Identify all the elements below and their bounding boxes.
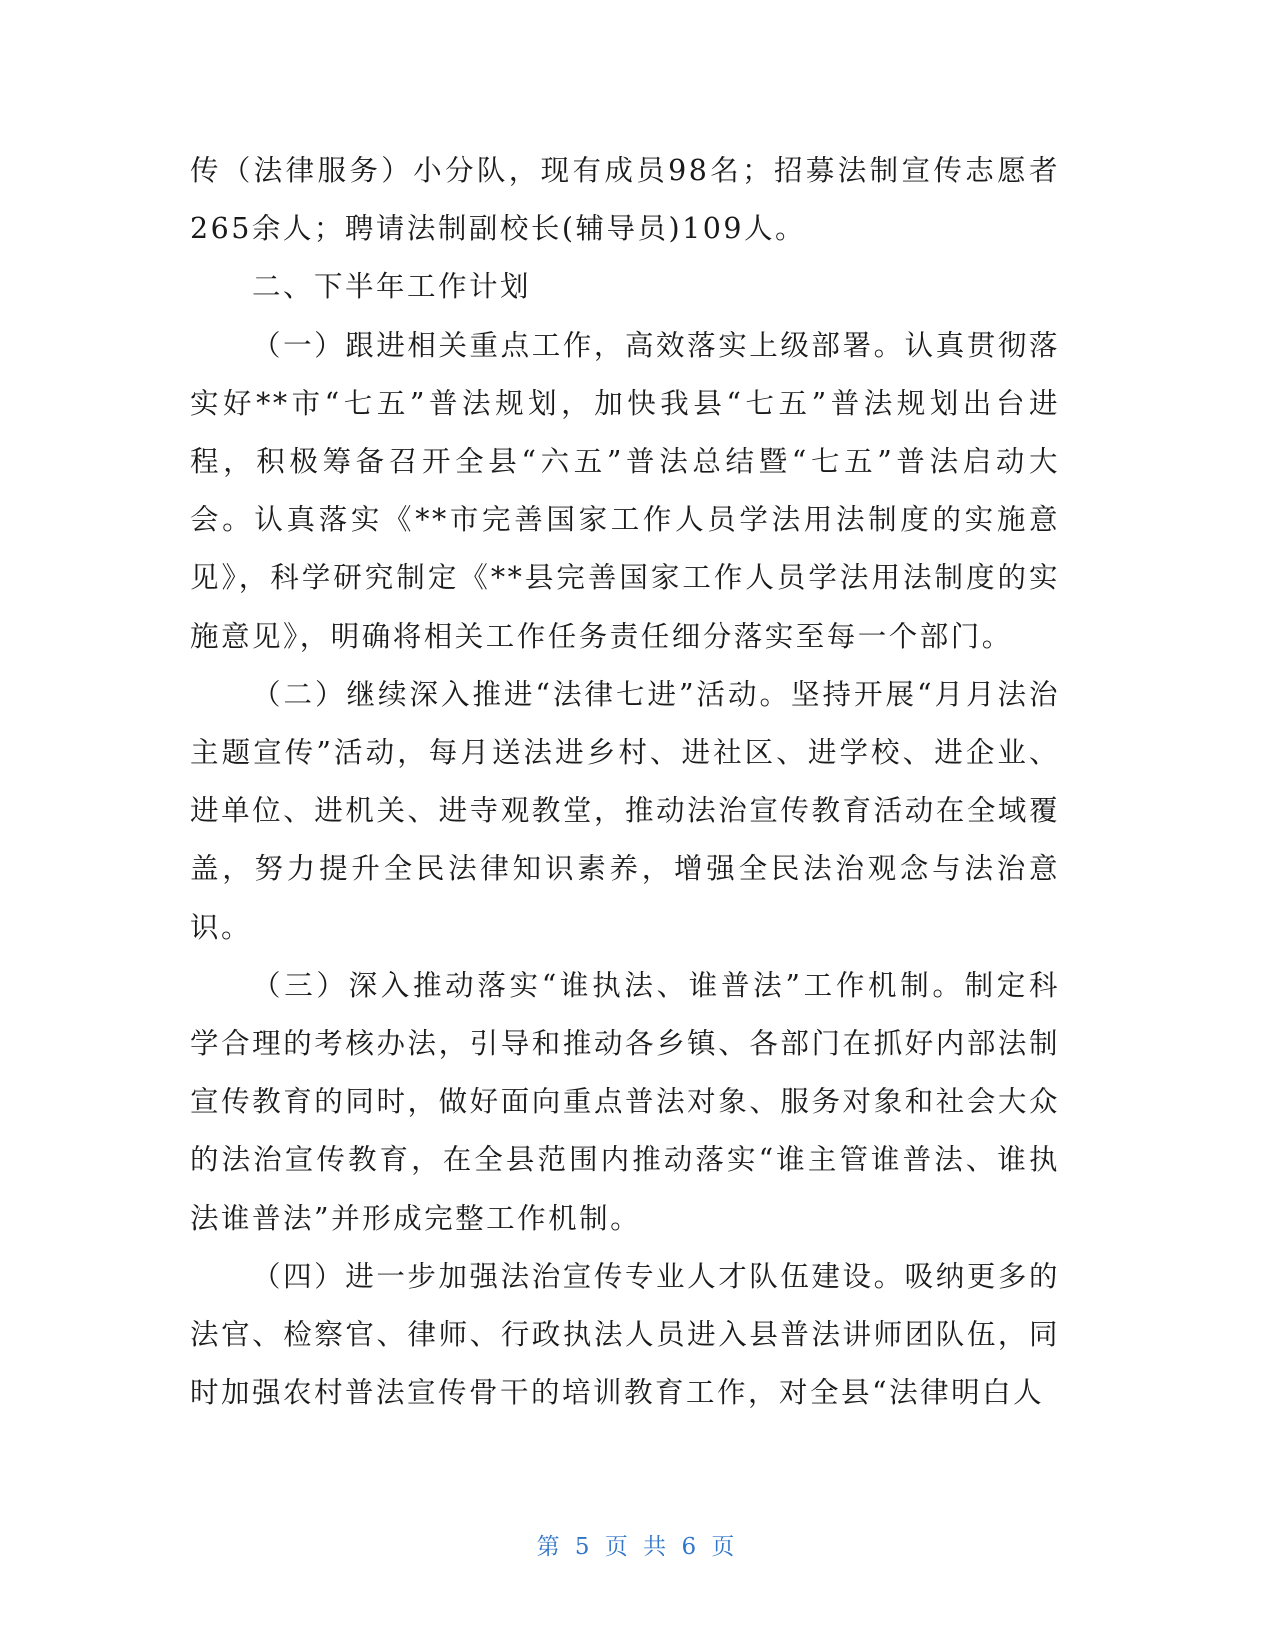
paragraph-item-2: （二）继续深入推进“法律七进”活动。坚持开展“月月法治主题宣传”活动，每月送法进乡村、进社区、进学校、进企业、进单位、进机关、进寺观教堂，推动法治宣传教育活动在全域覆盖，努力提升全民法律知识素养，增强全民法治观念与法治意识。 bbox=[190, 677, 1060, 944]
paragraph-item-1: （一）跟进相关重点工作，高效落实上级部署。认真贯彻落实好**市“七五”普法规划，加快我县“七五”普法规划出台进程，积极筹备召开全县“六五”普法总结暨“七五”普法启动大会。认真落实《**市完善国家工作人员学法用法制度的实施意见》，科学研究制定《**县完善国家工作人员学法用法制度的实施意见》，明确将相关工作任务责任细分落实至每一个部门。 bbox=[190, 328, 1060, 653]
document-body bbox=[190, 142, 1060, 1422]
paragraph-item-4: （四）进一步加强法治宣传专业人才队伍建设。吸纳更多的法官、检察官、律师、行政执法人员进入县普法讲师团队伍，同时加强农村普法宣传骨干的培训教育工作，对全县“法律明白人 bbox=[190, 1259, 1060, 1410]
page-number-footer: 第 5 页 共 6 页 bbox=[536, 1534, 739, 1560]
paragraph-item-3: （三）深入推动落实“谁执法、谁普法”工作机制。制定科学合理的考核办法，引导和推动各乡镇、各部门在抓好内部法制宣传教育的同时，做好面向重点普法对象、服务对象和社会大众的法治宣传教育，在全县范围内推动落实“谁主管谁普法、谁执法谁普法”并形成完整工作机制。 bbox=[190, 968, 1060, 1235]
section-heading: 二、下半年工作计划 bbox=[252, 270, 532, 304]
paragraph-continuation: 传（法律服务）小分队，现有成员98名；招募法制宣传志愿者265余人；聘请法制副校长(辅导员)109人。 bbox=[190, 154, 1060, 246]
